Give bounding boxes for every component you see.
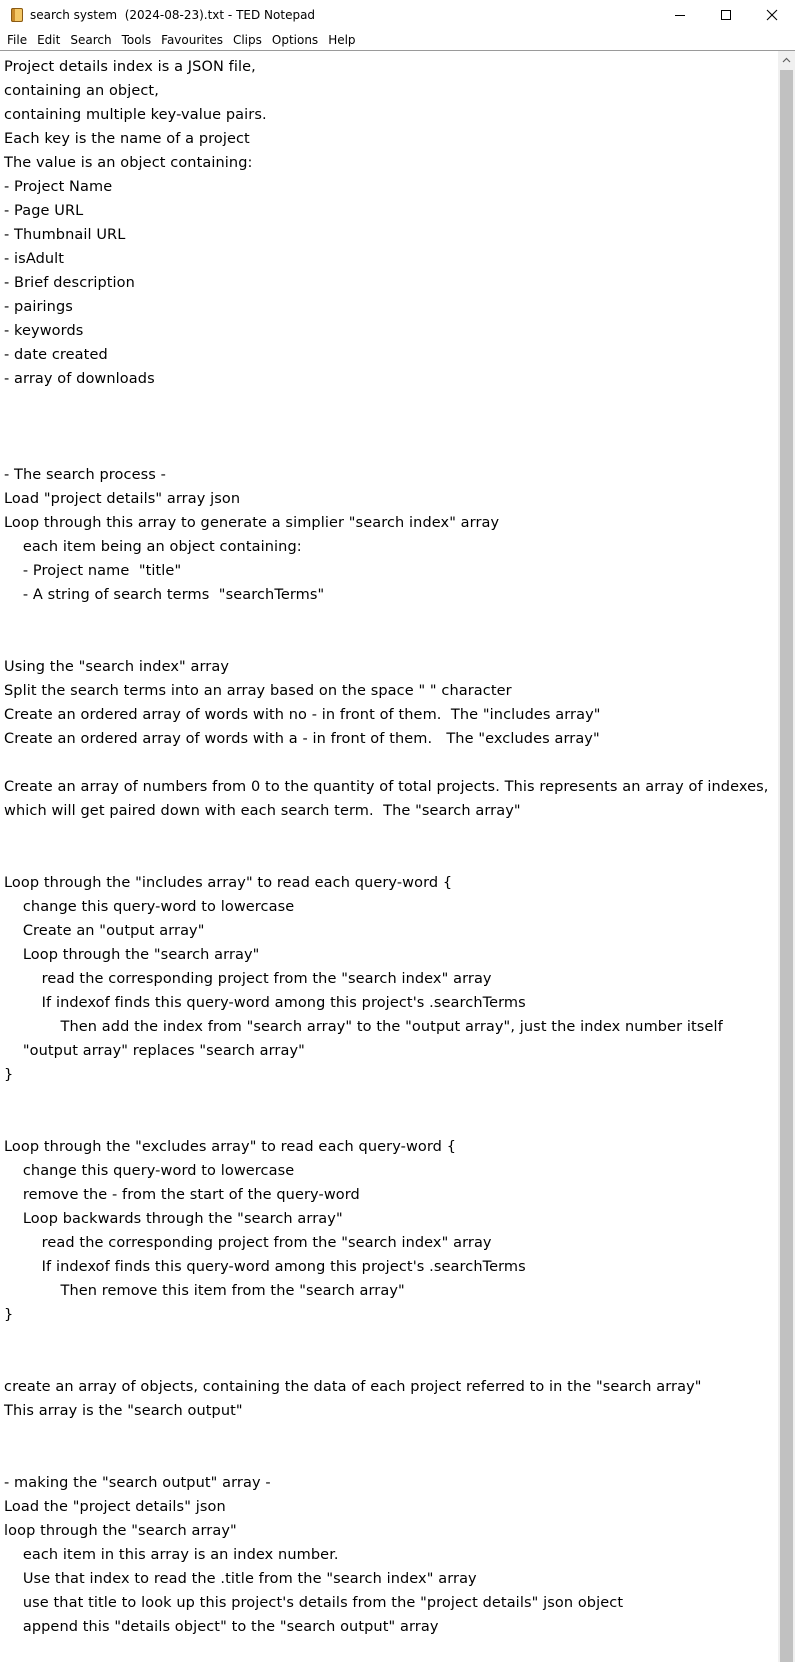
text-line[interactable]: Create an array of numbers from 0 to the quantity of total projects. This represents an array of indexes, bbox=[4, 779, 769, 795]
text-line[interactable]: Loop backwards through the "search array" bbox=[4, 1211, 343, 1227]
notepad-app-icon[interactable] bbox=[11, 8, 23, 22]
text-line[interactable]: Then add the index from "search array" to the "output array", just the index number itself bbox=[4, 1019, 723, 1035]
window-title: search system (2024-08-23).txt - TED Notepad bbox=[30, 8, 316, 22]
scroll-up-arrow-icon bbox=[782, 57, 791, 63]
text-line[interactable]: - Project Name bbox=[4, 179, 113, 195]
scrollbar-thumb[interactable] bbox=[780, 70, 793, 1662]
text-line[interactable]: each item being an object containing: bbox=[4, 539, 302, 555]
text-line[interactable]: Load the "project details" json bbox=[4, 1499, 226, 1515]
text-line[interactable]: Loop through the "excludes array" to read each query-word { bbox=[4, 1139, 457, 1155]
text-line[interactable] bbox=[4, 1447, 777, 1471]
text-line[interactable]: - The search process - bbox=[4, 467, 166, 483]
text-line[interactable]: Using the "search index" array bbox=[4, 659, 230, 675]
close-icon bbox=[766, 9, 778, 21]
text-line[interactable]: - isAdult bbox=[4, 251, 65, 267]
text-line[interactable]: - Thumbnail URL bbox=[4, 227, 126, 243]
text-line[interactable]: - keywords bbox=[4, 323, 84, 339]
text-line[interactable]: Project details index is a JSON file, bbox=[4, 59, 256, 75]
text-line[interactable]: Then remove this item from the "search array" bbox=[4, 1283, 405, 1299]
menu-bar bbox=[0, 30, 795, 51]
minimize-button[interactable] bbox=[657, 0, 703, 30]
text-line[interactable]: create an array of objects, containing the data of each project referred to in the "search array" bbox=[4, 1379, 702, 1395]
text-line[interactable]: change this query-word to lowercase bbox=[4, 899, 295, 915]
text-editor[interactable] bbox=[0, 51, 777, 1662]
text-line[interactable]: Loop through the "includes array" to read each query-word { bbox=[4, 875, 453, 891]
menu-search[interactable]: Search bbox=[70, 33, 112, 47]
text-line[interactable]: which will get paired down with each search term. The "search array" bbox=[4, 803, 521, 819]
text-line[interactable]: read the corresponding project from the "search index" array bbox=[4, 1235, 492, 1251]
text-line[interactable]: Split the search terms into an array based on the space " " character bbox=[4, 683, 512, 699]
text-line[interactable]: append this "details object" to the "search output" array bbox=[4, 1619, 439, 1635]
text-line[interactable]: containing multiple key-value pairs. bbox=[4, 107, 267, 123]
text-line[interactable]: - A string of search terms "searchTerms" bbox=[4, 587, 325, 603]
text-line[interactable]: } bbox=[4, 1307, 14, 1323]
text-line[interactable] bbox=[4, 823, 777, 847]
text-line[interactable]: Create an ordered array of words with no - in front of them. The "includes array" bbox=[4, 707, 601, 723]
text-line[interactable] bbox=[4, 607, 777, 631]
text-line[interactable]: } bbox=[4, 1067, 14, 1083]
text-line[interactable]: Each key is the name of a project bbox=[4, 131, 250, 147]
text-line[interactable]: - Page URL bbox=[4, 203, 84, 219]
text-line[interactable]: change this query-word to lowercase bbox=[4, 1163, 295, 1179]
vertical-scrollbar[interactable] bbox=[778, 51, 795, 1662]
text-line[interactable] bbox=[4, 1111, 777, 1135]
text-line[interactable]: Loop through this array to generate a simplier "search index" array bbox=[4, 515, 500, 531]
text-line[interactable] bbox=[4, 847, 777, 871]
text-line[interactable]: - Project name "title" bbox=[4, 563, 182, 579]
text-line[interactable]: If indexof finds this query-word among this project's .searchTerms bbox=[4, 1259, 526, 1275]
text-line[interactable]: - array of downloads bbox=[4, 371, 155, 387]
text-line[interactable] bbox=[4, 1087, 777, 1111]
text-line[interactable] bbox=[4, 751, 777, 775]
text-line[interactable]: Load "project details" array json bbox=[4, 491, 241, 507]
text-line[interactable]: - date created bbox=[4, 347, 108, 363]
text-line[interactable]: Use that index to read the .title from the "search index" array bbox=[4, 1571, 477, 1587]
text-line[interactable]: This array is the "search output" bbox=[4, 1403, 243, 1419]
minimize-icon bbox=[674, 9, 686, 21]
menu-clips[interactable]: Clips bbox=[232, 33, 262, 47]
menu-file[interactable]: File bbox=[7, 33, 28, 47]
title-bar[interactable] bbox=[0, 0, 795, 30]
close-button[interactable] bbox=[749, 0, 795, 30]
text-line[interactable]: The value is an object containing: bbox=[4, 155, 253, 171]
scroll-up-button[interactable] bbox=[778, 51, 795, 68]
text-line[interactable] bbox=[4, 1351, 777, 1375]
text-line[interactable]: loop through the "search array" bbox=[4, 1523, 237, 1539]
text-line[interactable]: read the corresponding project from the "search index" array bbox=[4, 971, 492, 987]
maximize-icon bbox=[720, 9, 732, 21]
maximize-button[interactable] bbox=[703, 0, 749, 30]
text-line[interactable] bbox=[4, 1423, 777, 1447]
text-line[interactable]: If indexof finds this query-word among this project's .searchTerms bbox=[4, 995, 526, 1011]
text-line[interactable] bbox=[4, 391, 777, 415]
menu-help[interactable]: Help bbox=[328, 33, 356, 47]
menu-edit[interactable]: Edit bbox=[37, 33, 61, 47]
text-line[interactable]: - making the "search output" array - bbox=[4, 1475, 271, 1491]
text-line[interactable] bbox=[4, 631, 777, 655]
text-line[interactable]: use that title to look up this project's details from the "project details" json object bbox=[4, 1595, 624, 1611]
text-line[interactable]: Loop through the "search array" bbox=[4, 947, 260, 963]
menu-options[interactable]: Options bbox=[271, 33, 319, 47]
menu-tools[interactable]: Tools bbox=[121, 33, 152, 47]
text-line[interactable]: Create an ordered array of words with a - in front of them. The "excludes array" bbox=[4, 731, 600, 747]
text-line[interactable] bbox=[4, 439, 777, 463]
text-line[interactable] bbox=[4, 1327, 777, 1351]
document-text[interactable] bbox=[0, 51, 777, 1639]
menu-favourites[interactable]: Favourites bbox=[161, 33, 223, 47]
text-line[interactable]: remove the - from the start of the query-word bbox=[4, 1187, 360, 1203]
text-line[interactable]: "output array" replaces "search array" bbox=[4, 1043, 305, 1059]
text-line[interactable]: - pairings bbox=[4, 299, 73, 315]
text-line[interactable]: - Brief description bbox=[4, 275, 135, 291]
text-line[interactable] bbox=[4, 415, 777, 439]
text-line[interactable]: Create an "output array" bbox=[4, 923, 205, 939]
text-line[interactable]: each item in this array is an index number. bbox=[4, 1547, 339, 1563]
text-line[interactable]: containing an object, bbox=[4, 83, 159, 99]
